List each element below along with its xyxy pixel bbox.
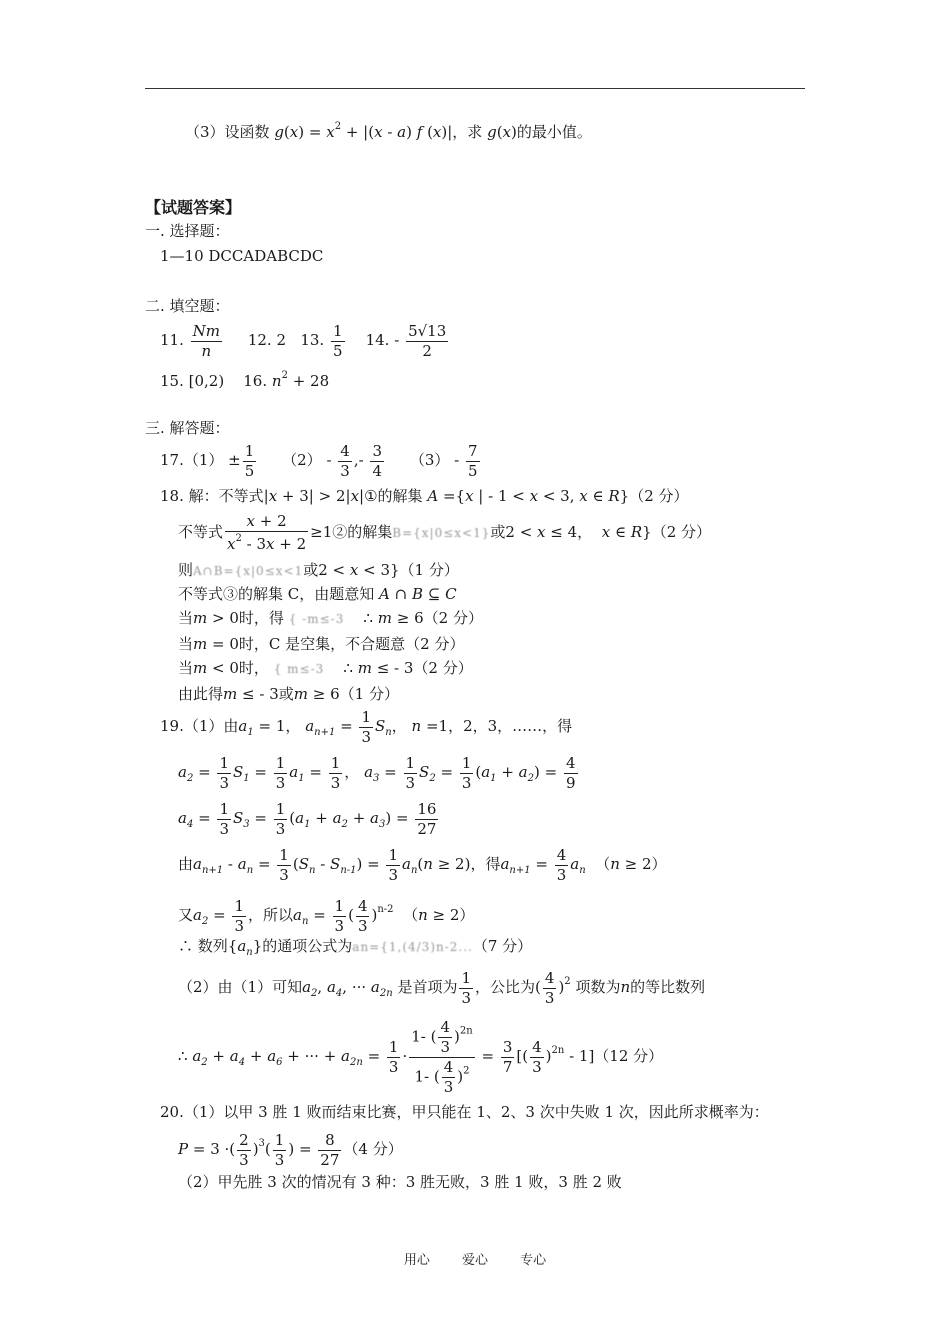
q20-line-3: （2）甲先胜 3 次的情况有 3 种：3 胜无败，3 胜 1 败，3 胜 2 败 xyxy=(178,1173,622,1191)
q18-line-4: 不等式③的解集 C，由题意知 A ∩ B ⊆ C xyxy=(178,585,457,603)
q18-line-3: 则A∩B={x|0≤x<1或2 < x < 3}（1 分） xyxy=(178,561,459,579)
fill-answers-1: 11. $\frac{Nm}{n}$ 12. 2 13. $\frac{1}{5}$ 14. - $\frac{5√13}{2}$ xyxy=(160,321,447,360)
section-1-heading: 一. 选择题： xyxy=(145,222,230,240)
q19-line-7: （2）由（1）可知$a_2$, $a_4$, ··· $a_{2n}$ 是首项为 $\frac{1}{3}$ ，公比为( $\frac{4}{3}$ )$^2$ 项数为n的等比数列 xyxy=(178,968,706,1007)
answers-title: 【试题答案】 xyxy=(145,198,242,217)
q18-line-2: 不等式 $\frac{x + 2}{x^2 - 3x + 2}$ ≥1②的解集B={x|0≤x<1}或2 < x ≤ 4， x ∈ R}（2 分） xyxy=(178,512,711,553)
q18-line-6: 当m = 0时，C 是空集，不合题意（2 分） xyxy=(178,635,465,653)
q20-line-1: 20.（1）以甲 3 胜 1 败而结束比赛，甲只能在 1、2、3 次中失败 1 次，因此所求概率为： xyxy=(160,1103,769,1121)
section-1-answers: 1—10 DCCADABCDC xyxy=(160,247,324,265)
q19-line-1: 19.（1）由$a_1 = 1$， $a_{n+1}$ = $\frac{1}{3}$ $S_n$， n =1，2，3，……，得 xyxy=(160,707,573,746)
section-3-heading: 三. 解答题： xyxy=(145,419,230,437)
q19-line-2: $a_2$ = $\frac{1}{3}$ $S_1$ = $\frac{1}{3}$ $a_1$ = $\frac{1}{3}$ ， $a_3$ = $\frac{1}{3}$ $S_2$ = $\frac{1}{3}$ $(a_1 + a_2)$ = $\frac{4}{9}$ xyxy=(178,753,576,792)
q20-line-2: P = 3 ·( $\frac{2}{3}$ )$^3$( $\frac{1}{3}$ ) = $\frac{8}{27}$ （4 分） xyxy=(178,1130,403,1169)
footer-text-1: 用心 xyxy=(403,1253,430,1268)
q17-answer: 17.（1） ± $\frac{1}{5}$ （2） - $\frac{4}{3}$ ,- $\frac{3}{4}$ （3） - $\frac{7}{5}$ xyxy=(160,441,478,480)
page-footer xyxy=(0,1249,950,1268)
q19-line-6: ∴ 数列$\{a_n\}$的通项公式为an={1,(4/3)n-2...（7 分） xyxy=(178,937,533,958)
q18-line-5: 当m > 0时，得 { -m≤-3 ∴ m ≥ 6（2 分） xyxy=(178,609,483,627)
header-rule xyxy=(145,88,805,89)
q19-line-4: 由$a_{n+1} - a_n$ = $\frac{1}{3}$ $(S_n - S_{n-1})$ = $\frac{1}{3}$ $a_n(n \ge 2)$，得$a_{n+1}$ = $\frac{4}{3}$ $a_n$ （n ≥ 2） xyxy=(178,845,667,884)
q19-line-3: $a_4$ = $\frac{1}{3}$ $S_3$ = $\frac{1}{3}$ $(a_1 + a_2 + a_3)$ = $\frac{16}{27}$ xyxy=(178,799,437,838)
q19-line-8: ∴ $a_2 + a_4 + a_6$ + ··· + $a_{2n}$ = $\frac{1}{3}$ · 1- ( $\frac{4}{3}$ )$^{2n}$ 1- ( $\frac{4}{3}$ )$^2$ = $\frac{3}{7}$ [( $\frac{4}{3}$ )$^{2n}$ - 1]（12 分） xyxy=(178,1017,664,1096)
q19-line-5: 又$a_2$ = $\frac{1}{3}$ ，所以$a_n$ = $\frac{1}{3}$ ( $\frac{4}{3}$ )$^{n-2}$ （n ≥ 2） xyxy=(178,896,475,935)
footer-text-3: 专心 xyxy=(520,1253,547,1268)
fill-answers-2: 15. [0,2) 16. $n^2 + 28$ xyxy=(160,370,330,390)
q3-line: （3）设函数 $g(x) = x^2 + |(x - a)$ f (x)|，求 g(x)的最小值。 xyxy=(185,121,592,141)
q18-line-1: 18. 解：不等式|x + 3| > 2|x|①的解集 A ={x | - 1 < x < 3, x ∈ R}（2 分） xyxy=(160,487,689,505)
section-2-heading: 二. 填空题： xyxy=(145,297,230,315)
footer-text-2: 爱心 xyxy=(461,1253,488,1268)
q18-line-7: 当m < 0时， { m≤-3 ∴ m ≤ - 3（2 分） xyxy=(178,659,473,677)
q18-line-8: 由此得m ≤ - 3或m ≥ 6（1 分） xyxy=(178,685,399,703)
